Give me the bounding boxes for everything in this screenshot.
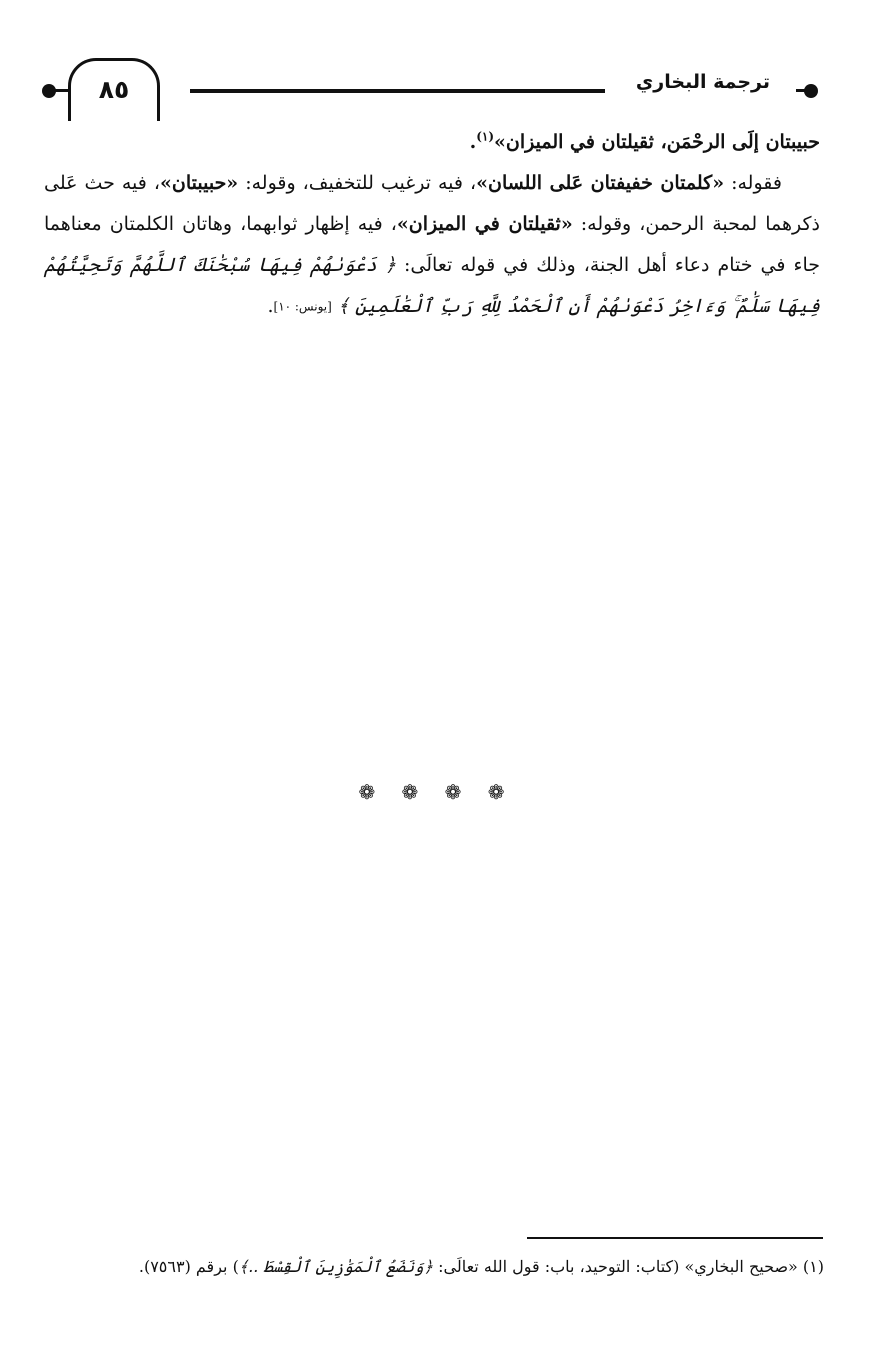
page-header [40,55,830,125]
footnote-marker: (١) [476,129,495,144]
footnote-number: (١) [802,1257,824,1276]
footnote [44,1253,824,1281]
quote-light-on-tongue: «كلمتان خفيفتان عَلى اللسان» [476,172,725,194]
quote-beloved: «حبيبتان» [160,172,239,194]
footnote-text-2: ) برقم (٧٥٦٣). [138,1257,239,1276]
footnote-quran-verse: ﴿وَنَضَعُ ٱلْمَوَٰزِينَ ٱلْقِسْطَ ..﴾ [238,1257,433,1276]
paragraph-end: . [267,295,274,317]
quran-verse: ﴿ دَعْوَىٰهُمْ فِيهَا سُبْحَٰنَكَ ٱللَّهُمَّ وَتَحِيَّتُهُمْ فِيهَا سَلَٰمٌ ۚ وَءَاخِرُ دَعْوَىٰهُمْ أَنِ ٱلْحَمْدُ لِلَّهِ رَبِّ ٱلْعَٰلَمِينَ ﴾ [44,254,820,317]
hadith-ending-text: حبيبتان إلَى الرحْمَن، ثقيلتان في الميزان» [494,131,820,153]
commentary-text-2: ، فيه ترغيب للتخفيف، وقوله: [238,172,477,194]
section-ornament: ❁ ❁ ❁ ❁ [358,780,515,804]
footnote-divider [527,1237,823,1239]
running-title: ترجمة البخاري [635,71,770,93]
header-right-dot [804,84,818,98]
commentary-text-3: ، فيه حث عَلى ذكرهما لمحبة الرحمن، وقوله: [44,172,820,235]
verse-reference: [يونس: ١٠] [273,299,332,314]
commentary-paragraph [44,163,820,328]
commentary-text-4: ، فيه إظهار ثوابهما، وهاتان الكلمتان معناهما جاء في ختام دعاء أهل الجنة، وذلك في قوله تعالَى: [44,213,820,276]
hadith-ending-line: حبيبتان إلَى الرحْمَن، ثقيلتان في الميزان»$^{(١)}$. [469,129,820,153]
header-rule [190,89,605,93]
commentary-text-1: فقوله: [724,172,782,194]
main-text [44,122,820,328]
page-number: ٨٥ [98,74,130,104]
quote-heavy-on-scale: «ثقيلتان في الميزان» [396,213,573,235]
footnote-text-1: «صحيح البخاري» (كتاب: التوحيد، باب: قول الله تعالَى: [433,1257,803,1276]
page-number-frame [68,58,160,121]
